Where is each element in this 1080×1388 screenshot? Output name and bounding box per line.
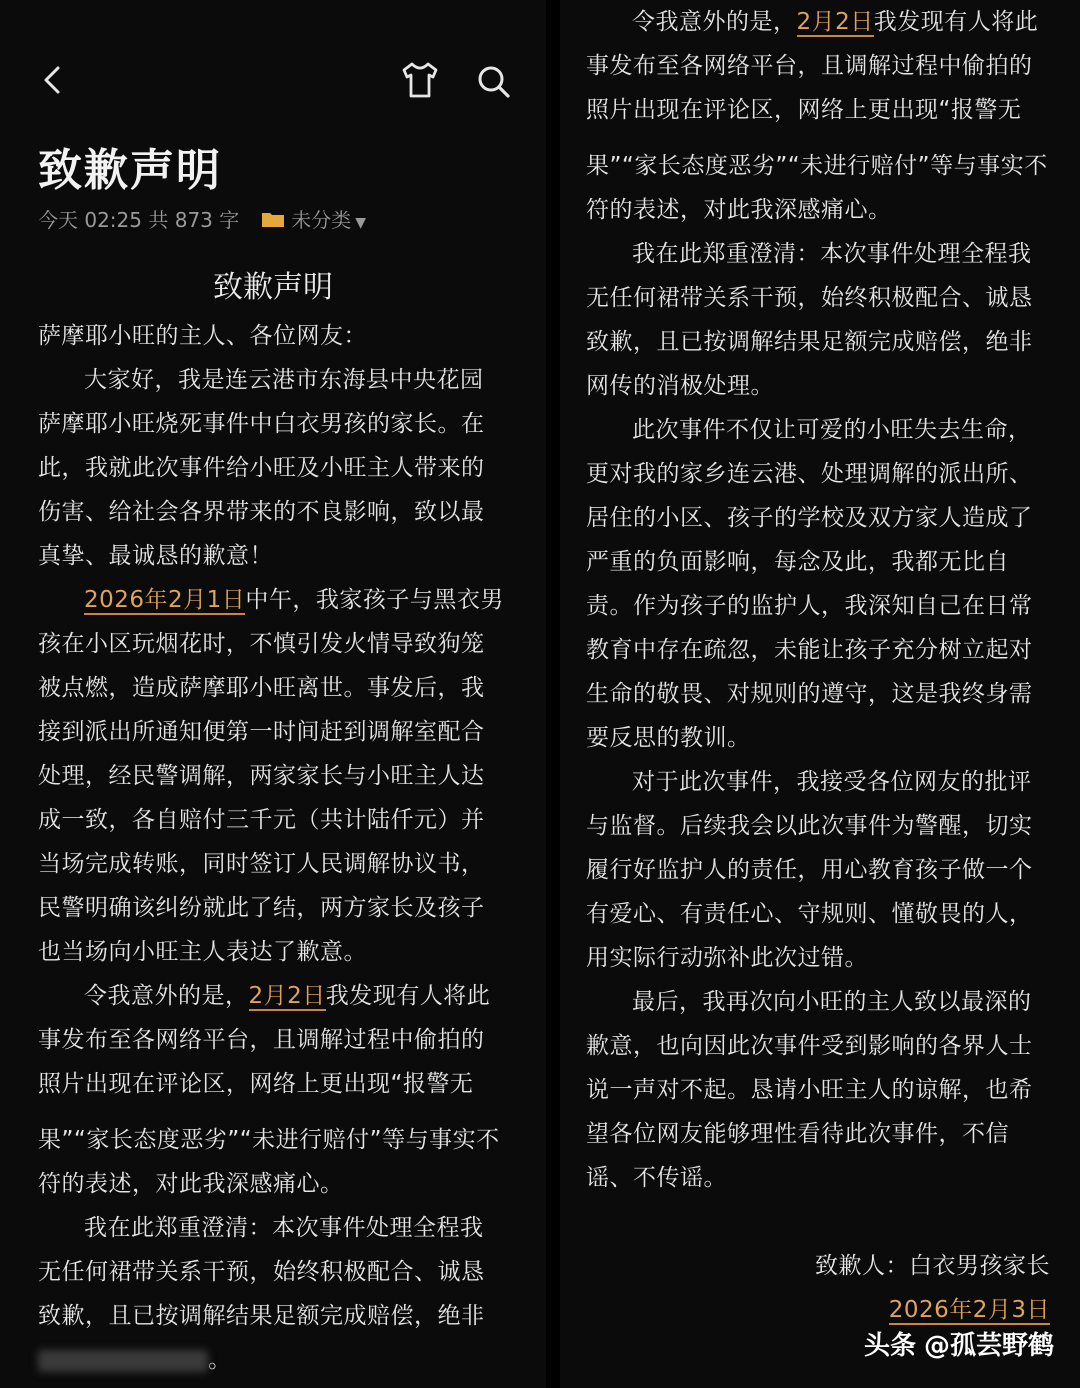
line-text: 当场完成转账，同时签订人民调解协议书， — [38, 851, 485, 877]
text-line — [38, 534, 508, 578]
text-line — [38, 622, 508, 666]
line-text: 教育中存在疏忽，未能让孩子充分树立起对 — [586, 637, 1033, 663]
highlighted-date: 2月2日 — [248, 983, 326, 1009]
text-line — [38, 710, 508, 754]
line-text: 与监督。后续我会以此次事件为警醒，切实 — [586, 813, 1033, 839]
text-line — [38, 314, 508, 358]
back-arrow-icon[interactable] — [36, 62, 72, 98]
highlighted-date: 2026年2月1日 — [84, 587, 246, 613]
line-text: 致歉人：白衣男孩家长 — [815, 1253, 1050, 1279]
category-selector[interactable] — [291, 204, 366, 233]
line-text: 履行好监护人的责任，用心教育孩子做一个 — [586, 857, 1033, 883]
text-line — [586, 144, 1080, 188]
line-text: 伤害、给社会各界带来的不良影响，致以最 — [38, 499, 485, 525]
text-line — [586, 276, 1080, 320]
text-line — [586, 848, 1080, 892]
line-text: 致歉，且已按调解结果足额完成赔偿，绝非 — [38, 1303, 485, 1329]
note-screenshot-right — [560, 0, 1080, 1388]
text-line — [586, 44, 1080, 88]
line-text: 最后，我再次向小旺的主人致以最深的 — [632, 989, 1032, 1015]
text-line — [586, 540, 1080, 584]
text-line — [586, 936, 1080, 980]
text-line — [586, 980, 1080, 1024]
note-title: 致歉声明 — [38, 145, 222, 196]
watermark-app: 头条 — [863, 1331, 916, 1361]
text-line — [586, 496, 1080, 540]
line-text: 网传的消极处理。 — [586, 373, 774, 399]
text-line — [38, 1294, 508, 1338]
text-line — [38, 666, 508, 710]
line-text: 照片出现在评论区，网络上更出现“报警无 — [586, 97, 1022, 123]
line-text: 我在此郑重澄清：本次事件处理全程我 — [632, 241, 1032, 267]
line-text: 责。作为孩子的监护人，我深知自己在日常 — [586, 593, 1033, 619]
text-line — [586, 364, 1080, 408]
line-text: 歉意，也向因此次事件受到影响的各界人士 — [586, 1033, 1033, 1059]
line-text: 致歉，且已按调解结果足额完成赔偿，绝非 — [586, 329, 1033, 355]
line-text: 果”“家长态度恶劣”“未进行赔付”等与事实不 — [586, 153, 1048, 179]
text-line — [586, 232, 1080, 276]
text-line — [38, 1338, 508, 1382]
text-line — [38, 886, 508, 930]
text-line — [38, 490, 508, 534]
line-text: 被点燃，造成萨摩耶小旺离世。事发后，我 — [38, 675, 485, 701]
text-line — [586, 1244, 1080, 1288]
text-line — [586, 892, 1080, 936]
blurred-text — [38, 1350, 208, 1372]
caret-down-icon: ▼ — [355, 215, 367, 231]
text-line — [38, 578, 508, 622]
source-watermark — [864, 1325, 1054, 1362]
line-text: 对于此次事件，我接受各位网友的批评 — [632, 769, 1032, 795]
folder-icon — [261, 210, 285, 228]
line-text: 符的表述，对此我深感痛心。 — [38, 1171, 344, 1197]
text-line — [38, 1250, 508, 1294]
text-line — [38, 798, 508, 842]
line-text: 居住的小区、孩子的学校及双方家人造成了 — [586, 505, 1033, 531]
line-text: 。 — [208, 1347, 232, 1373]
text-line — [586, 1156, 1080, 1200]
note-time: 今天 02:25 — [38, 208, 142, 232]
text-line — [586, 760, 1080, 804]
text-line — [38, 1162, 508, 1206]
text-line — [38, 402, 508, 446]
line-text: 符的表述，对此我深感痛心。 — [586, 197, 892, 223]
line-text: 有爱心、有责任心、守规则、懂敬畏的人， — [586, 901, 1033, 927]
line-text: 大家好，我是连云港市东海县中央花园 — [84, 367, 484, 393]
text-line — [586, 1024, 1080, 1068]
text-line — [586, 628, 1080, 672]
line-text: 萨摩耶小旺烧死事件中白衣男孩的家长。在 — [38, 411, 485, 437]
line-text: 我在此郑重澄清：本次事件处理全程我 — [84, 1215, 484, 1241]
line-text: 要反思的教训。 — [586, 725, 751, 751]
line-text: 事发布至各网络平台，且调解过程中偷拍的 — [38, 1027, 485, 1053]
line-text: 中午，我家孩子与黑衣男 — [245, 587, 504, 613]
line-text: 成一致，各自赔付三千元（共计陆仟元）并 — [38, 807, 485, 833]
text-line — [586, 716, 1080, 760]
text-line — [586, 804, 1080, 848]
line-text: 真挚、最诚恳的歉意！ — [38, 543, 273, 569]
text-line — [586, 88, 1080, 132]
highlighted-date: 2026年2月3日 — [888, 1297, 1050, 1323]
text-line — [586, 584, 1080, 628]
note-word-count: 共 873 字 — [148, 208, 240, 232]
line-text: 也当场向小旺主人表达了歉意。 — [38, 939, 367, 965]
text-line — [586, 1112, 1080, 1156]
line-text: 处理，经民警调解，两家家长与小旺主人达 — [38, 763, 485, 789]
watermark-handle: @孤芸野鹤 — [923, 1331, 1054, 1361]
line-text: 果”“家长态度恶劣”“未进行赔付”等与事实不 — [38, 1127, 500, 1153]
line-text: 望各位网友能够理性看待此次事件，不信 — [586, 1121, 1009, 1147]
highlighted-date: 2月2日 — [796, 9, 874, 35]
text-line — [586, 1068, 1080, 1112]
text-line — [586, 408, 1080, 452]
text-line — [38, 930, 508, 974]
line-text: 接到派出所通知便第一时间赶到调解室配合 — [38, 719, 485, 745]
document-heading: 致歉声明 — [213, 270, 333, 305]
text-line — [38, 842, 508, 886]
theme-shirt-icon[interactable] — [398, 60, 442, 100]
text-line — [586, 672, 1080, 716]
line-text: 此次事件不仅让可爱的小旺失去生命， — [632, 417, 1032, 443]
text-line — [38, 1206, 508, 1250]
line-text: 孩在小区玩烟花时，不慎引发火情导致狗笼 — [38, 631, 485, 657]
text-line — [586, 320, 1080, 364]
note-toolbar — [0, 50, 546, 110]
document-body-left — [38, 314, 508, 1382]
line-text: 我发现有人将此 — [325, 983, 491, 1009]
text-line — [38, 1018, 508, 1062]
document-body-right — [586, 0, 1080, 1332]
text-line — [38, 358, 508, 402]
text-line — [38, 1118, 508, 1162]
line-text: 令我意外的是， — [632, 9, 797, 35]
text-line — [586, 452, 1080, 496]
category-label: 未分类 — [291, 208, 352, 232]
line-text: 民警明确该纠纷就此了结，两方家长及孩子 — [38, 895, 485, 921]
text-line — [38, 446, 508, 490]
line-text: 谣、不传谣。 — [586, 1165, 727, 1191]
line-text: 令我意外的是， — [84, 983, 249, 1009]
note-meta — [38, 204, 366, 233]
line-text: 萨摩耶小旺的主人、各位网友： — [38, 323, 367, 349]
search-icon[interactable] — [474, 62, 514, 102]
text-line — [38, 754, 508, 798]
line-text: 我发现有人将此 — [873, 9, 1039, 35]
line-text: 更对我的家乡连云港、处理调解的派出所、 — [586, 461, 1033, 487]
line-text: 照片出现在评论区，网络上更出现“报警无 — [38, 1071, 474, 1097]
line-text: 事发布至各网络平台，且调解过程中偷拍的 — [586, 53, 1033, 79]
line-text: 此，我就此次事件给小旺及小旺主人带来的 — [38, 455, 485, 481]
line-text: 无任何裙带关系干预，始终积极配合、诚恳 — [38, 1259, 485, 1285]
line-text: 无任何裙带关系干预，始终积极配合、诚恳 — [586, 285, 1033, 311]
text-line — [586, 188, 1080, 232]
line-text: 说一声对不起。恳请小旺主人的谅解，也希 — [586, 1077, 1033, 1103]
text-line — [38, 974, 508, 1018]
text-line — [586, 0, 1080, 44]
line-text: 严重的负面影响，每念及此，我都无比自 — [586, 549, 1009, 575]
text-line — [38, 1062, 508, 1106]
line-text: 生命的敬畏、对规则的遵守，这是我终身需 — [586, 681, 1033, 707]
line-text: 用实际行动弥补此次过错。 — [586, 945, 868, 971]
